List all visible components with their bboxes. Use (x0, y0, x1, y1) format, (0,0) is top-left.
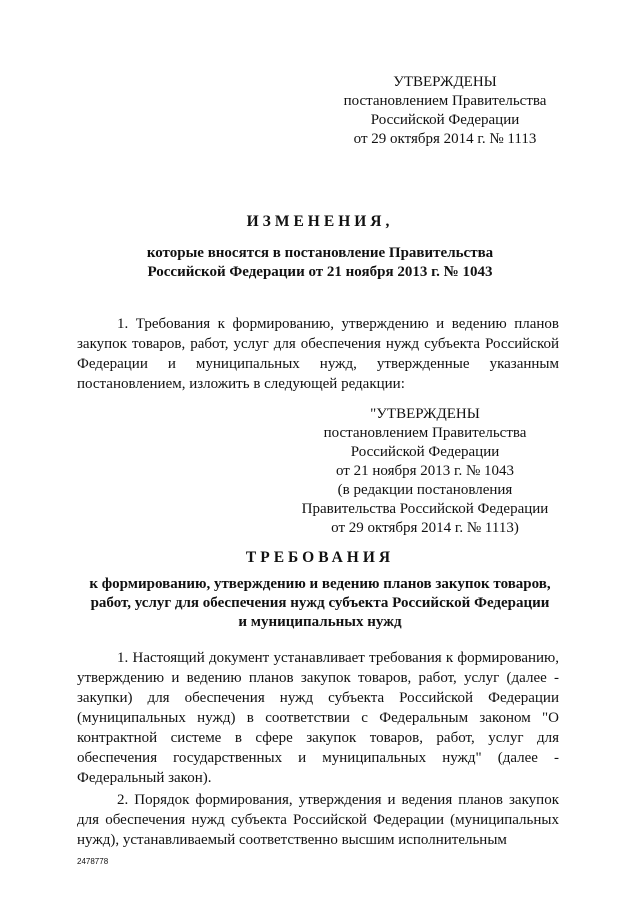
subtitle-line: Российской Федерации от 21 ноября 2013 г. № 1043 (147, 264, 493, 280)
document-code: 2478778 (77, 857, 109, 866)
paragraph-1 (77, 648, 559, 788)
paragraph-text: 1. Требования к формированию, утверждению и ведению планов закупок товаров, работ, услуг для обеспечения нужд субъекта Российской Федерации и муниципальных нужд, утвержденные указанным постановлением, изложить в следующей редакции: (77, 316, 559, 392)
paragraph-2 (77, 790, 559, 850)
subtitle-line: к формированию, утверждению и ведению планов закупок товаров, (89, 576, 551, 592)
approval-line: Правительства Российской Федерации (301, 501, 549, 517)
approval-line: (в редакции постановления (337, 482, 513, 498)
paragraph-text: 1. Настоящий документ устанавливает требования к формированию, утверждению и ведению планов закупок товаров, работ, услуг (далее - закупки) для обеспечения нужд субъекта Российской Федерации (муниципальных нужд) в соответствии с Федеральным законом "О контрактной системе в сфере закупок товаров, работ, услуг для обеспечения государственных и муниципальных нужд" (далее - Федеральный закон). (77, 650, 559, 786)
subtitle-line: и муниципальных нужд (238, 614, 402, 630)
approval-heading: УТВЕРЖДЕНЫ (393, 74, 497, 90)
requirements-subtitle (60, 575, 580, 632)
approval-line: Российской Федерации (350, 444, 500, 460)
paragraph-text: 2. Порядок формирования, утверждения и ведения планов закупок для обеспечения нужд субъекта Российской Федерации (муниципальных нужд), устанавливаемый соответственно высшим исполнительным (77, 792, 559, 848)
approval-line: постановлением Правительства (323, 425, 527, 441)
approval-line: Российской Федерации (370, 112, 520, 128)
changes-title: ИЗМЕНЕНИЯ, (246, 213, 394, 230)
subtitle-line: которые вносятся в постановление Правительства (146, 245, 494, 261)
approval-line: от 29 октября 2014 г. № 1113 (353, 131, 537, 147)
approval-line: от 21 ноября 2013 г. № 1043 (335, 463, 515, 479)
requirements-title: ТРЕБОВАНИЯ (245, 549, 395, 566)
changes-subtitle (60, 244, 580, 282)
approval-heading: "УТВЕРЖДЕНЫ (370, 406, 480, 422)
approval-line: от 29 октября 2014 г. № 1113) (331, 520, 519, 536)
approval-line: постановлением Правительства (343, 93, 547, 109)
subtitle-line: работ, услуг для обеспечения нужд субъекта Российской Федерации (90, 595, 550, 611)
approval-stamp-top (330, 73, 560, 149)
approval-stamp-inner (290, 405, 560, 538)
paragraph-item-1 (77, 314, 559, 394)
